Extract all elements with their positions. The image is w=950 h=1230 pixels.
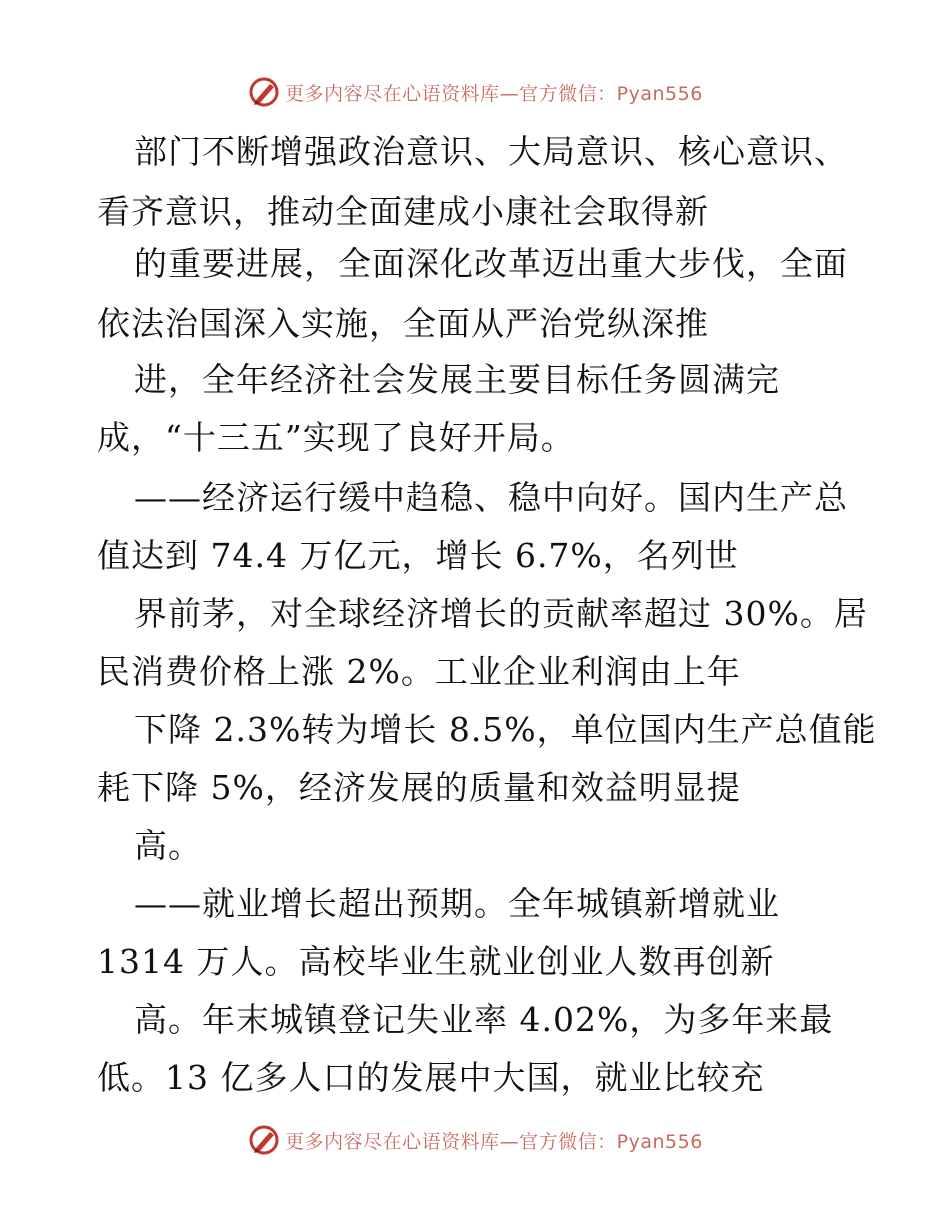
header-watermark-text: 更多内容尽在心语资料库—官方微信：Pyan556 xyxy=(285,82,703,105)
footer-watermark-banner xyxy=(0,1118,950,1162)
text-line-15: 1314 万人。高校毕业生就业创业人数再创新 xyxy=(97,942,775,981)
text-line-12: 耗下降 5%，经济发展的质量和效益明显提 xyxy=(97,768,741,807)
text-line-16: 高。年末城镇登记失业率 4.02%，为多年来最 xyxy=(134,1000,834,1039)
text-line-3: 的重要进展，全面深化改革迈出重大步伐，全面 xyxy=(134,244,848,283)
text-line-4: 依法治国深入实施，全面从严治党纵深推 xyxy=(97,304,709,343)
footer-watermark-text: 更多内容尽在心语资料库—官方微信：Pyan556 xyxy=(285,1130,703,1153)
pen-logo-icon xyxy=(247,1123,281,1157)
text-line-7: ——经济运行缓中趋稳、稳中向好。国内生产总 xyxy=(134,478,848,517)
text-line-11: 下降 2.3%转为增长 8.5%，单位国内生产总值能 xyxy=(134,710,877,749)
text-line-2: 看齐意识，推动全面建成小康社会取得新 xyxy=(97,192,709,231)
text-line-8: 值达到 74.4 万亿元，增长 6.7%，名列世 xyxy=(97,536,739,575)
text-line-10: 民消费价格上涨 2%。工业企业利润由上年 xyxy=(97,652,741,691)
text-line-13: 高。 xyxy=(134,826,202,865)
text-line-6: 成，“十三五”实现了良好开局。 xyxy=(97,418,575,457)
text-line-9: 界前茅，对全球经济增长的贡献率超过 30%。居 xyxy=(134,594,868,633)
pen-logo-icon xyxy=(247,75,281,109)
header-watermark-banner xyxy=(0,70,950,114)
text-line-1: 部门不断增强政治意识、大局意识、核心意识、 xyxy=(134,132,848,171)
text-line-5: 进，全年经济社会发展主要目标任务圆满完 xyxy=(134,360,780,399)
text-line-14: ——就业增长超出预期。全年城镇新增就业 xyxy=(134,884,780,923)
text-line-17: 低。13 亿多人口的发展中大国，就业比较充 xyxy=(97,1058,765,1097)
